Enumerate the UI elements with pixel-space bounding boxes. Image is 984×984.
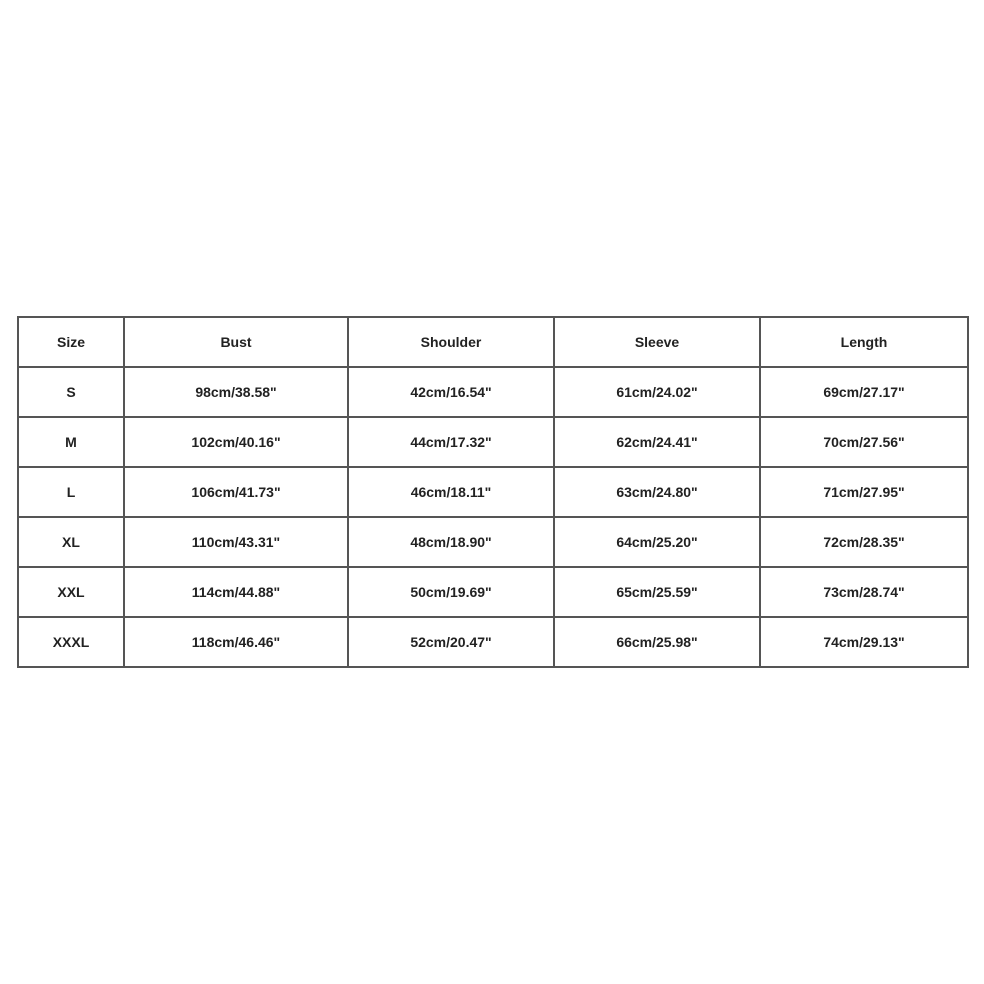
bust-cell: 106cm/41.73" [124,467,348,517]
sleeve-cell: 64cm/25.20" [554,517,760,567]
shoulder-cell: 48cm/18.90" [348,517,554,567]
header-shoulder: Shoulder [348,317,554,367]
size-cell: XXXL [18,617,124,667]
sleeve-cell: 62cm/24.41" [554,417,760,467]
bust-cell: 114cm/44.88" [124,567,348,617]
shoulder-cell: 44cm/17.32" [348,417,554,467]
sleeve-cell: 63cm/24.80" [554,467,760,517]
table-row [18,567,968,617]
header-length: Length [760,317,968,367]
table-row [18,417,968,467]
bust-cell: 98cm/38.58" [124,367,348,417]
length-cell: 73cm/28.74" [760,567,968,617]
size-cell: S [18,367,124,417]
header-row [18,317,968,367]
shoulder-cell: 52cm/20.47" [348,617,554,667]
length-cell: 74cm/29.13" [760,617,968,667]
shoulder-cell: 50cm/19.69" [348,567,554,617]
header-sleeve: Sleeve [554,317,760,367]
header-bust: Bust [124,317,348,367]
table-row [18,467,968,517]
table-row [18,517,968,567]
table-row [18,367,968,417]
table-body [18,367,968,667]
sleeve-cell: 61cm/24.02" [554,367,760,417]
bust-cell: 118cm/46.46" [124,617,348,667]
size-cell: L [18,467,124,517]
header-size: Size [18,317,124,367]
bust-cell: 110cm/43.31" [124,517,348,567]
length-cell: 69cm/27.17" [760,367,968,417]
shoulder-cell: 42cm/16.54" [348,367,554,417]
size-cell: XL [18,517,124,567]
length-cell: 72cm/28.35" [760,517,968,567]
table-header [18,317,968,367]
size-chart-table [17,316,969,668]
sleeve-cell: 66cm/25.98" [554,617,760,667]
size-cell: XXL [18,567,124,617]
length-cell: 71cm/27.95" [760,467,968,517]
shoulder-cell: 46cm/18.11" [348,467,554,517]
bust-cell: 102cm/40.16" [124,417,348,467]
sleeve-cell: 65cm/25.59" [554,567,760,617]
size-cell: M [18,417,124,467]
table-row [18,617,968,667]
length-cell: 70cm/27.56" [760,417,968,467]
